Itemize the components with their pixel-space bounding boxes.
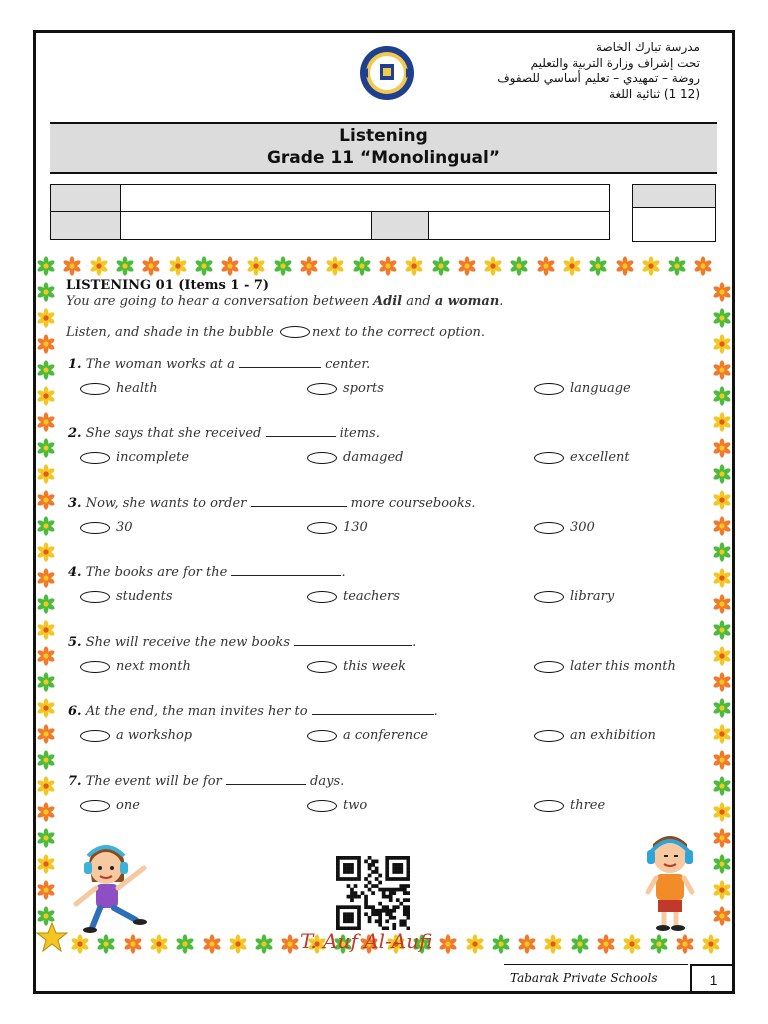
flower-icon — [712, 334, 732, 354]
answer-bubble[interactable] — [307, 800, 337, 812]
flower-icon — [378, 256, 398, 276]
answer-blank — [251, 496, 347, 507]
question-number: 2. — [68, 426, 82, 441]
flower-icon — [641, 256, 661, 276]
answer-blank — [294, 635, 412, 646]
intro-text: You are going to hear a conversation between — [66, 294, 374, 309]
flower-icon — [123, 934, 143, 954]
flower-icon — [712, 360, 732, 380]
flower-icon — [62, 256, 82, 276]
flower-icon — [667, 256, 687, 276]
question-text: . — [412, 635, 417, 650]
section-heading: LISTENING 01 (Items 1 - 7) — [66, 278, 270, 293]
intro-name-adil: Adil — [373, 294, 403, 309]
boy-illustration — [634, 830, 704, 932]
flower-icon — [712, 516, 732, 536]
answer-option-label: next month — [116, 659, 191, 674]
flower-icon — [712, 438, 732, 458]
header-line: (12 1) ثنائية اللغة — [609, 86, 700, 101]
answer-option[interactable] — [534, 659, 676, 674]
flower-icon — [517, 934, 537, 954]
answer-option-label: health — [116, 381, 158, 396]
answer-option[interactable] — [80, 798, 140, 813]
flower-icon — [220, 256, 240, 276]
question-text: more coursebooks. — [346, 496, 476, 511]
answer-bubble[interactable] — [307, 591, 337, 603]
flower-icon — [570, 934, 590, 954]
answer-bubble[interactable] — [80, 383, 110, 395]
intro-text: . — [499, 294, 504, 309]
answer-option[interactable] — [534, 450, 630, 465]
answer-option[interactable] — [534, 520, 595, 535]
instruction-text: next to the correct option. — [311, 325, 486, 340]
flower-icon — [36, 620, 56, 640]
flower-icon — [712, 698, 732, 718]
answer-option[interactable] — [307, 589, 400, 604]
qr-code[interactable] — [336, 856, 410, 930]
flower-icon — [70, 934, 90, 954]
flower-icon — [712, 854, 732, 874]
answer-bubble[interactable] — [307, 730, 337, 742]
question-number: 6. — [68, 704, 82, 719]
flower-icon — [141, 256, 161, 276]
question-text: days. — [305, 774, 345, 789]
answer-option-label: language — [570, 381, 631, 396]
answer-bubble[interactable] — [534, 452, 564, 464]
flower-icon — [649, 934, 669, 954]
question-text: The books are for the — [81, 565, 232, 580]
answer-option-label: later this month — [570, 659, 676, 674]
flower-icon — [36, 880, 56, 900]
answer-option-label: a workshop — [116, 728, 193, 743]
answer-bubble[interactable] — [80, 522, 110, 534]
flower-icon — [712, 490, 732, 510]
question-number: 4. — [68, 565, 82, 580]
flower-icon — [712, 620, 732, 640]
answer-bubble[interactable] — [534, 591, 564, 603]
answer-option[interactable] — [80, 589, 173, 604]
flower-icon — [36, 516, 56, 536]
flower-icon — [712, 776, 732, 796]
flower-icon — [712, 828, 732, 848]
flower-icon — [273, 256, 293, 276]
flower-icon — [228, 934, 248, 954]
flower-icon — [536, 256, 556, 276]
answer-option[interactable] — [80, 381, 158, 396]
answer-option-label: an exhibition — [570, 728, 656, 743]
instruction-text: Listen, and shade in the bubble — [66, 325, 274, 340]
answer-blank — [231, 565, 341, 576]
question-text: center. — [320, 357, 371, 372]
question-stem — [68, 357, 370, 372]
answer-option[interactable] — [307, 728, 428, 743]
flower-icon — [36, 672, 56, 692]
answer-option[interactable] — [534, 381, 631, 396]
flower-icon — [622, 934, 642, 954]
flower-icon — [299, 256, 319, 276]
answer-option[interactable] — [80, 728, 192, 743]
question-number: 3. — [68, 496, 82, 511]
answer-bubble[interactable] — [534, 730, 564, 742]
flower-icon — [712, 542, 732, 562]
footer-school: Tabarak Private Schools — [510, 971, 658, 985]
name-label-cell — [50, 184, 121, 212]
flower-icon — [712, 724, 732, 744]
question-number: 1. — [68, 357, 82, 372]
flower-icon — [36, 568, 56, 588]
flower-icon — [457, 256, 477, 276]
flower-icon — [491, 934, 511, 954]
flower-icon — [588, 256, 608, 276]
question-text: She will receive the new books — [81, 635, 295, 650]
flower-icon — [712, 880, 732, 900]
answer-option-label: this week — [343, 659, 406, 674]
answer-option-label: library — [570, 589, 615, 604]
header-line: مدرسة تبارك الخاصة — [596, 40, 700, 54]
flower-icon — [693, 256, 713, 276]
answer-option-label: three — [570, 798, 606, 813]
flower-icon — [36, 724, 56, 744]
class-field[interactable] — [120, 211, 372, 240]
page-subtitle: Grade 11 “Monolingual” — [266, 148, 501, 168]
intro-name-woman: a woman — [434, 294, 500, 309]
question-stem — [68, 565, 346, 580]
star-icon — [36, 922, 68, 952]
girl-illustration — [66, 838, 166, 934]
answer-option-label: 130 — [343, 520, 368, 535]
teacher-signature: T. Auf Al-Aufi — [300, 929, 433, 953]
section-instruction — [66, 325, 485, 340]
flower-icon — [36, 438, 56, 458]
flower-icon — [712, 412, 732, 432]
flower-icon — [96, 934, 116, 954]
header-line: روضة – تمهيدي – تعليم أساسي للصفوف — [497, 71, 700, 85]
answer-option-label: damaged — [343, 450, 404, 465]
school-logo — [358, 44, 416, 102]
answer-bubble[interactable] — [80, 730, 110, 742]
question-text: At the end, the man invites her to — [81, 704, 312, 719]
flower-icon — [675, 934, 695, 954]
question-number: 5. — [68, 635, 82, 650]
flower-icon — [202, 934, 222, 954]
answer-option-label: incomplete — [116, 450, 190, 465]
flower-icon — [712, 906, 732, 926]
flower-icon — [36, 464, 56, 484]
score-box — [632, 184, 716, 242]
flower-icon — [712, 672, 732, 692]
flower-icon — [36, 750, 56, 770]
title-banner — [50, 122, 717, 174]
flower-icon — [36, 594, 56, 614]
answer-option[interactable] — [307, 798, 367, 813]
answer-bubble[interactable] — [307, 522, 337, 534]
answer-option-label: 30 — [116, 520, 133, 535]
flower-icon — [712, 568, 732, 588]
answer-option[interactable] — [80, 520, 133, 535]
flower-icon — [36, 802, 56, 822]
flower-icon — [712, 646, 732, 666]
question-text: She says that she received — [81, 426, 266, 441]
answer-option[interactable] — [534, 589, 614, 604]
example-bubble-icon — [280, 326, 310, 338]
flower-icon — [596, 934, 616, 954]
flower-icon — [36, 308, 56, 328]
flower-icon — [483, 256, 503, 276]
answer-bubble[interactable] — [307, 661, 337, 673]
flower-icon — [325, 256, 345, 276]
answer-bubble[interactable] — [534, 800, 564, 812]
header-line: تحت إشراف وزارة التربية والتعليم — [530, 55, 700, 70]
flower-icon — [712, 282, 732, 302]
flower-icon — [712, 464, 732, 484]
answer-option[interactable] — [307, 381, 384, 396]
flower-icon — [254, 934, 274, 954]
flower-icon — [615, 256, 635, 276]
answer-bubble[interactable] — [307, 383, 337, 395]
flower-icon — [562, 256, 582, 276]
answer-bubble[interactable] — [80, 800, 110, 812]
flower-icon — [712, 750, 732, 770]
flower-icon — [36, 646, 56, 666]
answer-option[interactable] — [80, 450, 189, 465]
flower-icon — [36, 490, 56, 510]
answer-blank — [266, 426, 336, 437]
question-text: The woman works at a — [81, 357, 239, 372]
answer-option-label: a conference — [343, 728, 429, 743]
flower-icon — [543, 934, 563, 954]
class-label-cell — [50, 211, 121, 240]
flower-icon — [36, 776, 56, 796]
intro-text: and — [402, 294, 435, 309]
flower-icon — [712, 386, 732, 406]
question-stem — [68, 496, 476, 511]
flower-icon — [168, 256, 188, 276]
answer-blank — [239, 357, 321, 368]
flower-icon — [115, 256, 135, 276]
flower-icon — [712, 802, 732, 822]
question-stem — [68, 704, 438, 719]
answer-option-label: 300 — [570, 520, 595, 535]
student-info-table — [50, 184, 610, 240]
answer-bubble[interactable] — [534, 661, 564, 673]
question-text: . — [341, 565, 346, 580]
answer-bubble[interactable] — [534, 522, 564, 534]
flower-icon — [712, 308, 732, 328]
question-stem — [68, 774, 344, 789]
question-stem — [68, 635, 416, 650]
section-intro — [66, 294, 503, 309]
date-field[interactable] — [428, 211, 610, 240]
flower-icon — [36, 828, 56, 848]
flower-icon — [712, 594, 732, 614]
flower-icon — [36, 334, 56, 354]
answer-bubble[interactable] — [80, 591, 110, 603]
flower-icon — [36, 542, 56, 562]
flower-icon — [36, 698, 56, 718]
flower-icon — [465, 934, 485, 954]
answer-bubble[interactable] — [307, 452, 337, 464]
answer-option[interactable] — [307, 450, 404, 465]
question-text: items. — [335, 426, 380, 441]
flower-icon — [149, 934, 169, 954]
flower-icon — [175, 934, 195, 954]
flower-icon — [194, 256, 214, 276]
flower-icon — [280, 934, 300, 954]
answer-blank — [312, 704, 434, 715]
question-text: The event will be for — [81, 774, 226, 789]
flower-icon — [352, 256, 372, 276]
flower-icon — [89, 256, 109, 276]
answer-bubble[interactable] — [534, 383, 564, 395]
answer-option[interactable] — [534, 798, 605, 813]
answer-option-label: two — [343, 798, 368, 813]
flower-icon — [36, 282, 56, 302]
answer-option-label: sports — [343, 381, 384, 396]
flower-icon — [438, 934, 458, 954]
flower-icon — [509, 256, 529, 276]
answer-option[interactable] — [534, 728, 656, 743]
answer-blank — [226, 774, 306, 785]
flower-icon — [404, 256, 424, 276]
score-field[interactable] — [632, 207, 716, 242]
question-number: 7. — [68, 774, 82, 789]
score-label-cell — [632, 184, 716, 208]
answer-option-label: one — [116, 798, 140, 813]
answer-option-label: excellent — [570, 450, 630, 465]
flower-icon — [431, 256, 451, 276]
answer-option[interactable] — [307, 520, 368, 535]
answer-bubble[interactable] — [80, 661, 110, 673]
answer-option-label: students — [116, 589, 173, 604]
school-header — [470, 40, 700, 102]
question-text: . — [433, 704, 438, 719]
date-label-cell — [371, 211, 429, 240]
flower-icon — [36, 412, 56, 432]
flower-icon — [246, 256, 266, 276]
answer-option[interactable] — [307, 659, 406, 674]
page-number: 1 — [690, 964, 735, 994]
name-field[interactable] — [120, 184, 610, 212]
question-text: Now, she wants to order — [81, 496, 251, 511]
answer-option-label: teachers — [343, 589, 400, 604]
answer-option[interactable] — [80, 659, 191, 674]
flower-icon — [701, 934, 721, 954]
question-stem — [68, 426, 380, 441]
answer-bubble[interactable] — [80, 452, 110, 464]
flower-icon — [36, 386, 56, 406]
flower-icon — [36, 854, 56, 874]
flower-icon — [36, 256, 56, 276]
flower-icon — [36, 360, 56, 380]
page-title: Listening — [339, 126, 428, 146]
